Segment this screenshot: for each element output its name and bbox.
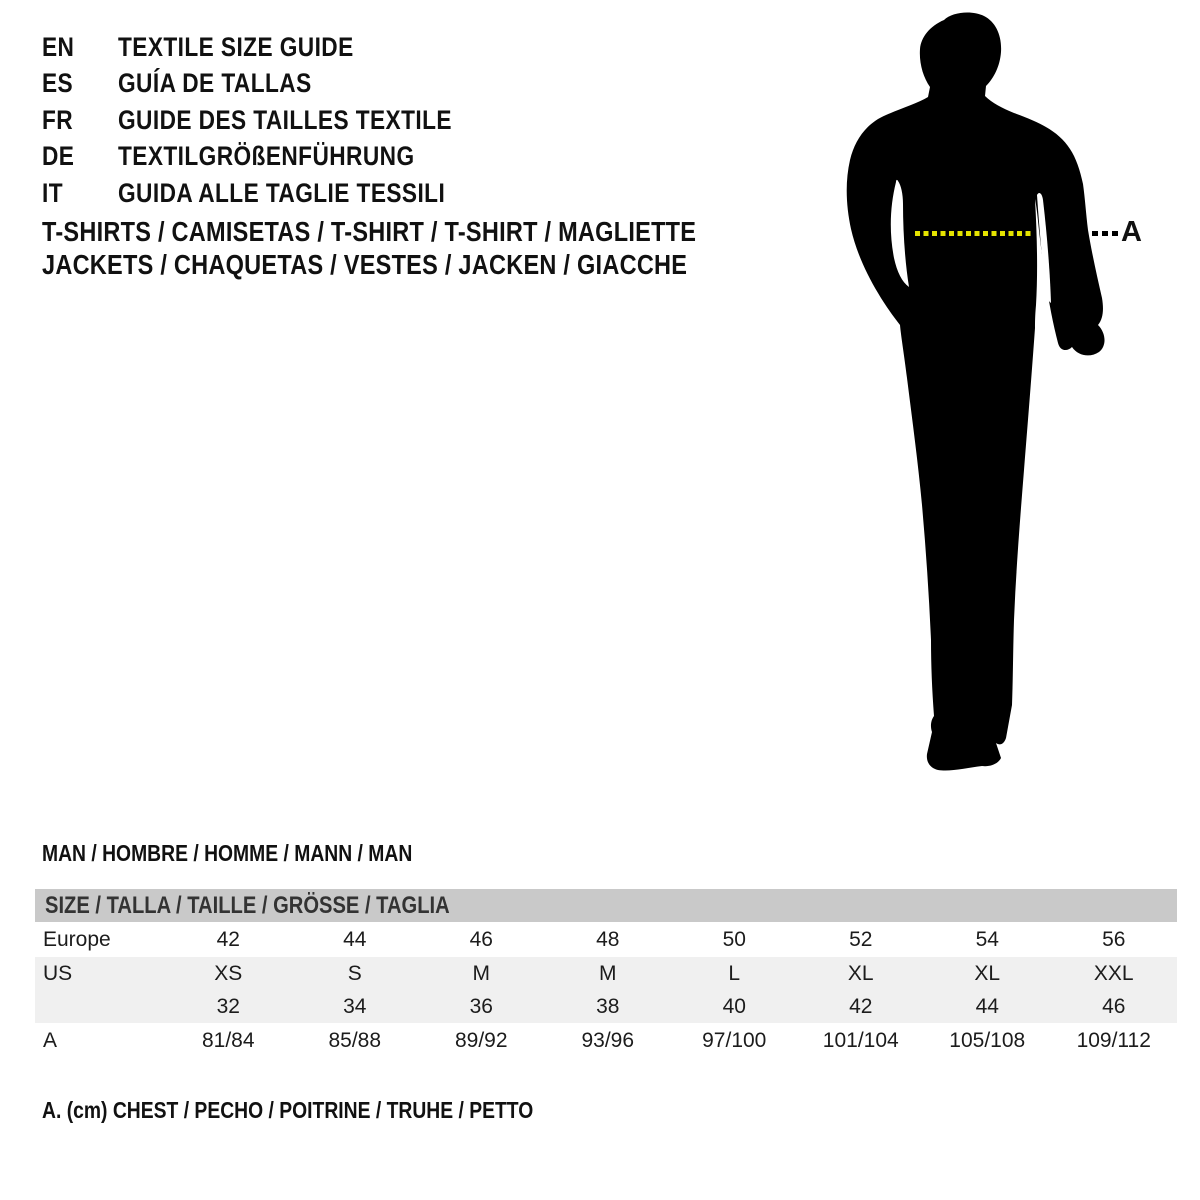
size-cell: XL — [974, 961, 1001, 985]
chest-measurement-footnote: A. (cm) CHEST / PECHO / POITRINE / TRUHE / PETTO — [42, 1097, 534, 1123]
size-table — [35, 889, 1177, 1059]
size-cell: L — [728, 961, 741, 985]
category-jackets: JACKETS / CHAQUETAS / VESTES / JACKEN / GIACCHE — [42, 248, 688, 280]
size-cell: 40 — [722, 994, 746, 1018]
size-cell: 89/92 — [454, 1029, 508, 1052]
size-cell: XL — [847, 961, 874, 985]
size-cell: 34 — [343, 994, 367, 1018]
section-title-man: MAN / HOMBRE / HOMME / MANN / MAN — [42, 840, 413, 866]
size-cell: 97/100 — [702, 1029, 767, 1052]
size-cell: 42 — [216, 927, 240, 951]
size-cell: 38 — [596, 994, 620, 1018]
language-code: FR — [42, 104, 74, 135]
language-label: TEXTILGRÖßENFÜHRUNG — [118, 141, 415, 172]
size-cell: 54 — [975, 927, 999, 951]
size-cell: 56 — [1102, 927, 1126, 951]
language-label: GUIDA ALLE TAGLIE TESSILI — [118, 177, 446, 208]
man-silhouette — [840, 10, 1125, 775]
size-cell: 81/84 — [201, 1029, 255, 1052]
size-cell: 46 — [469, 927, 493, 951]
size-cell: M — [599, 961, 617, 985]
language-code: ES — [42, 68, 74, 99]
size-cell: 32 — [216, 994, 240, 1018]
size-cell: 42 — [849, 994, 873, 1018]
language-code: IT — [42, 177, 63, 208]
language-label: GUIDE DES TAILLES TEXTILE — [118, 104, 452, 135]
size-cell: XXL — [1093, 961, 1134, 985]
size-cell: 44 — [975, 994, 999, 1018]
row-label: US — [43, 961, 73, 985]
size-cell: 93/96 — [581, 1029, 635, 1052]
measurement-label-a: A — [1121, 216, 1142, 248]
size-cell: 46 — [1102, 994, 1126, 1018]
language-code: DE — [42, 141, 75, 172]
row-label: Europe — [43, 927, 111, 951]
size-cell: 52 — [849, 927, 873, 951]
size-cell: 105/108 — [949, 1029, 1026, 1052]
size-cell: 109/112 — [1076, 1029, 1151, 1052]
size-cell: M — [472, 961, 490, 985]
size-cell: 48 — [596, 927, 620, 951]
size-cell: 36 — [469, 994, 493, 1018]
size-cell: XS — [214, 961, 243, 985]
size-cell: 85/88 — [328, 1029, 382, 1052]
measurement-leader-dashes — [1092, 231, 1119, 236]
category-tshirts: T-SHIRTS / CAMISETAS / T-SHIRT / T-SHIRT / MAGLIETTE — [42, 216, 697, 248]
table-row-chest-a — [35, 1023, 1177, 1059]
table-row-europe — [35, 922, 1177, 957]
language-label: GUÍA DE TALLAS — [118, 68, 312, 99]
size-cell: 101/104 — [822, 1029, 899, 1052]
language-code: EN — [42, 31, 75, 62]
table-row-numeric — [35, 990, 1177, 1023]
size-cell: 44 — [343, 927, 367, 951]
row-label: A — [43, 1029, 58, 1052]
table-row-us — [35, 957, 1177, 990]
language-label: TEXTILE SIZE GUIDE — [118, 31, 354, 62]
chest-measurement-dotted-line — [915, 231, 1031, 236]
size-cell: S — [347, 961, 362, 985]
size-cell: 50 — [722, 927, 746, 951]
size-table-header: SIZE / TALLA / TAILLE / GRÖSSE / TAGLIA — [45, 892, 450, 919]
